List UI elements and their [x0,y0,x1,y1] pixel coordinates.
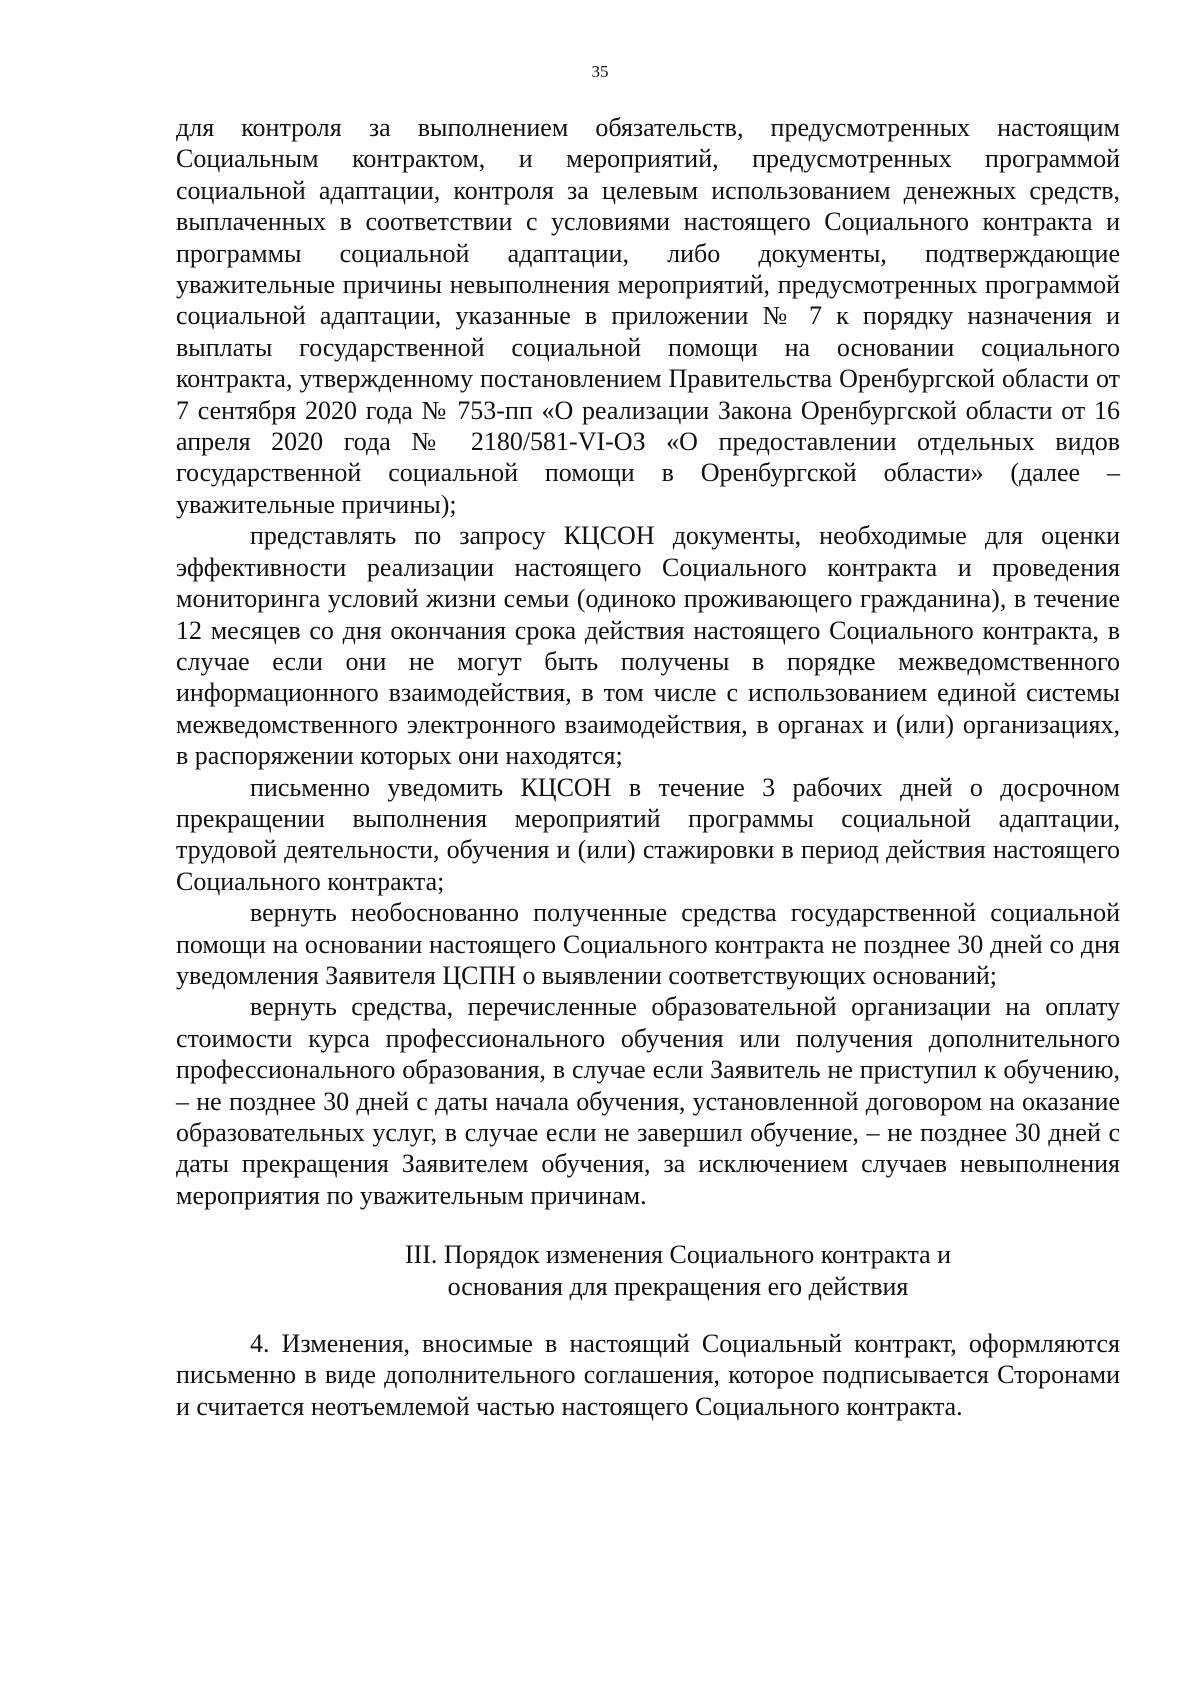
document-body [176,112,1120,1422]
paragraph-obligations-continued: для контроля за выполнением обязательств, предусмотренных настоящим Социальным контрактом, и мероприятий, предусмотренных программой социальной адаптации, контроля за целевым использованием денежных средств, выплаченных в соответствии с условиями настоящего Социального контракта и программы социальной адаптации, либо документы, подтверждающие уважительные причины невыполнения мероприятий, предусмотренных программой социальной адаптации, указанные в приложении № 7 к порядку назначения и выплаты государственной социальной помощи на основании социального контракта, утвержденному постановлением Правительства Оренбургской области от 7 сентября 2020 года № 753-пп «О реализации Закона Оренбургской области от 16 апреля 2020 года № 2180/581-VI-ОЗ «О предоставлении отдельных видов государственной социальной помощи в Оренбургской области» (далее – уважительные причины); [176,113,1120,519]
paragraph-return-education-funds: вернуть средства, перечисленные образовательной организации на оплату стоимости курса профессионального обучения или получения дополнительного профессионального образования, в случае если Заявитель не приступил к обучению, – не позднее 30 дней с даты начала обучения, установленной договором на оказание образовательных услуг, в случае если не завершил обучение, – не позднее 30 дней с даты прекращения Заявителем обучения, за исключением случаев невыполнения мероприятия по уважительным причинам. [176,992,1120,1210]
section-heading-line-2: основания для прекращения его действия [447,1271,909,1301]
paragraph-return-funds: вернуть необоснованно полученные средства государственной социальной помощи на основании настоящего Социального контракта не позднее 30 дней со дня уведомления Заявителя ЦСПН о выявлении соответствующих оснований; [176,898,1120,990]
paragraph-notify-kcson: письменно уведомить КЦСОН в течение 3 рабочих дней о досрочном прекращении выполнения мероприятий программы социальной адаптации, трудовой деятельности, обучения и (или) стажировки в период действия настоящего Социального контракта; [176,772,1120,896]
section-heading [176,1239,1120,1302]
section-heading-line-1: III. Порядок изменения Социального контракта и [404,1240,952,1270]
page-number: 35 [591,62,609,81]
paragraph-provide-documents: представлять по запросу КЦСОН документы, необходимые для оценки эффективности реализации настоящего Социального контракта и проведения мониторинга условий жизни семьи (одиноко проживающего гражданина), в течение 12 месяцев со дня окончания срока действия настоящего Социального контракта, в случае если они не могут быть получены в порядке межведомственного информационного взаимодействия, в том числе с использованием единой системы межведомственного электронного взаимодействия, в органах и (или) организациях, в распоряжении которых они находятся; [176,521,1120,771]
paragraph-clause-4: 4. Изменения, вносимые в настоящий Социальный контракт, оформляются письменно в виде дополнительного соглашения, которое подписывается Сторонами и считается неотъемлемой частью настоящего Социального контракта. [176,1329,1120,1421]
